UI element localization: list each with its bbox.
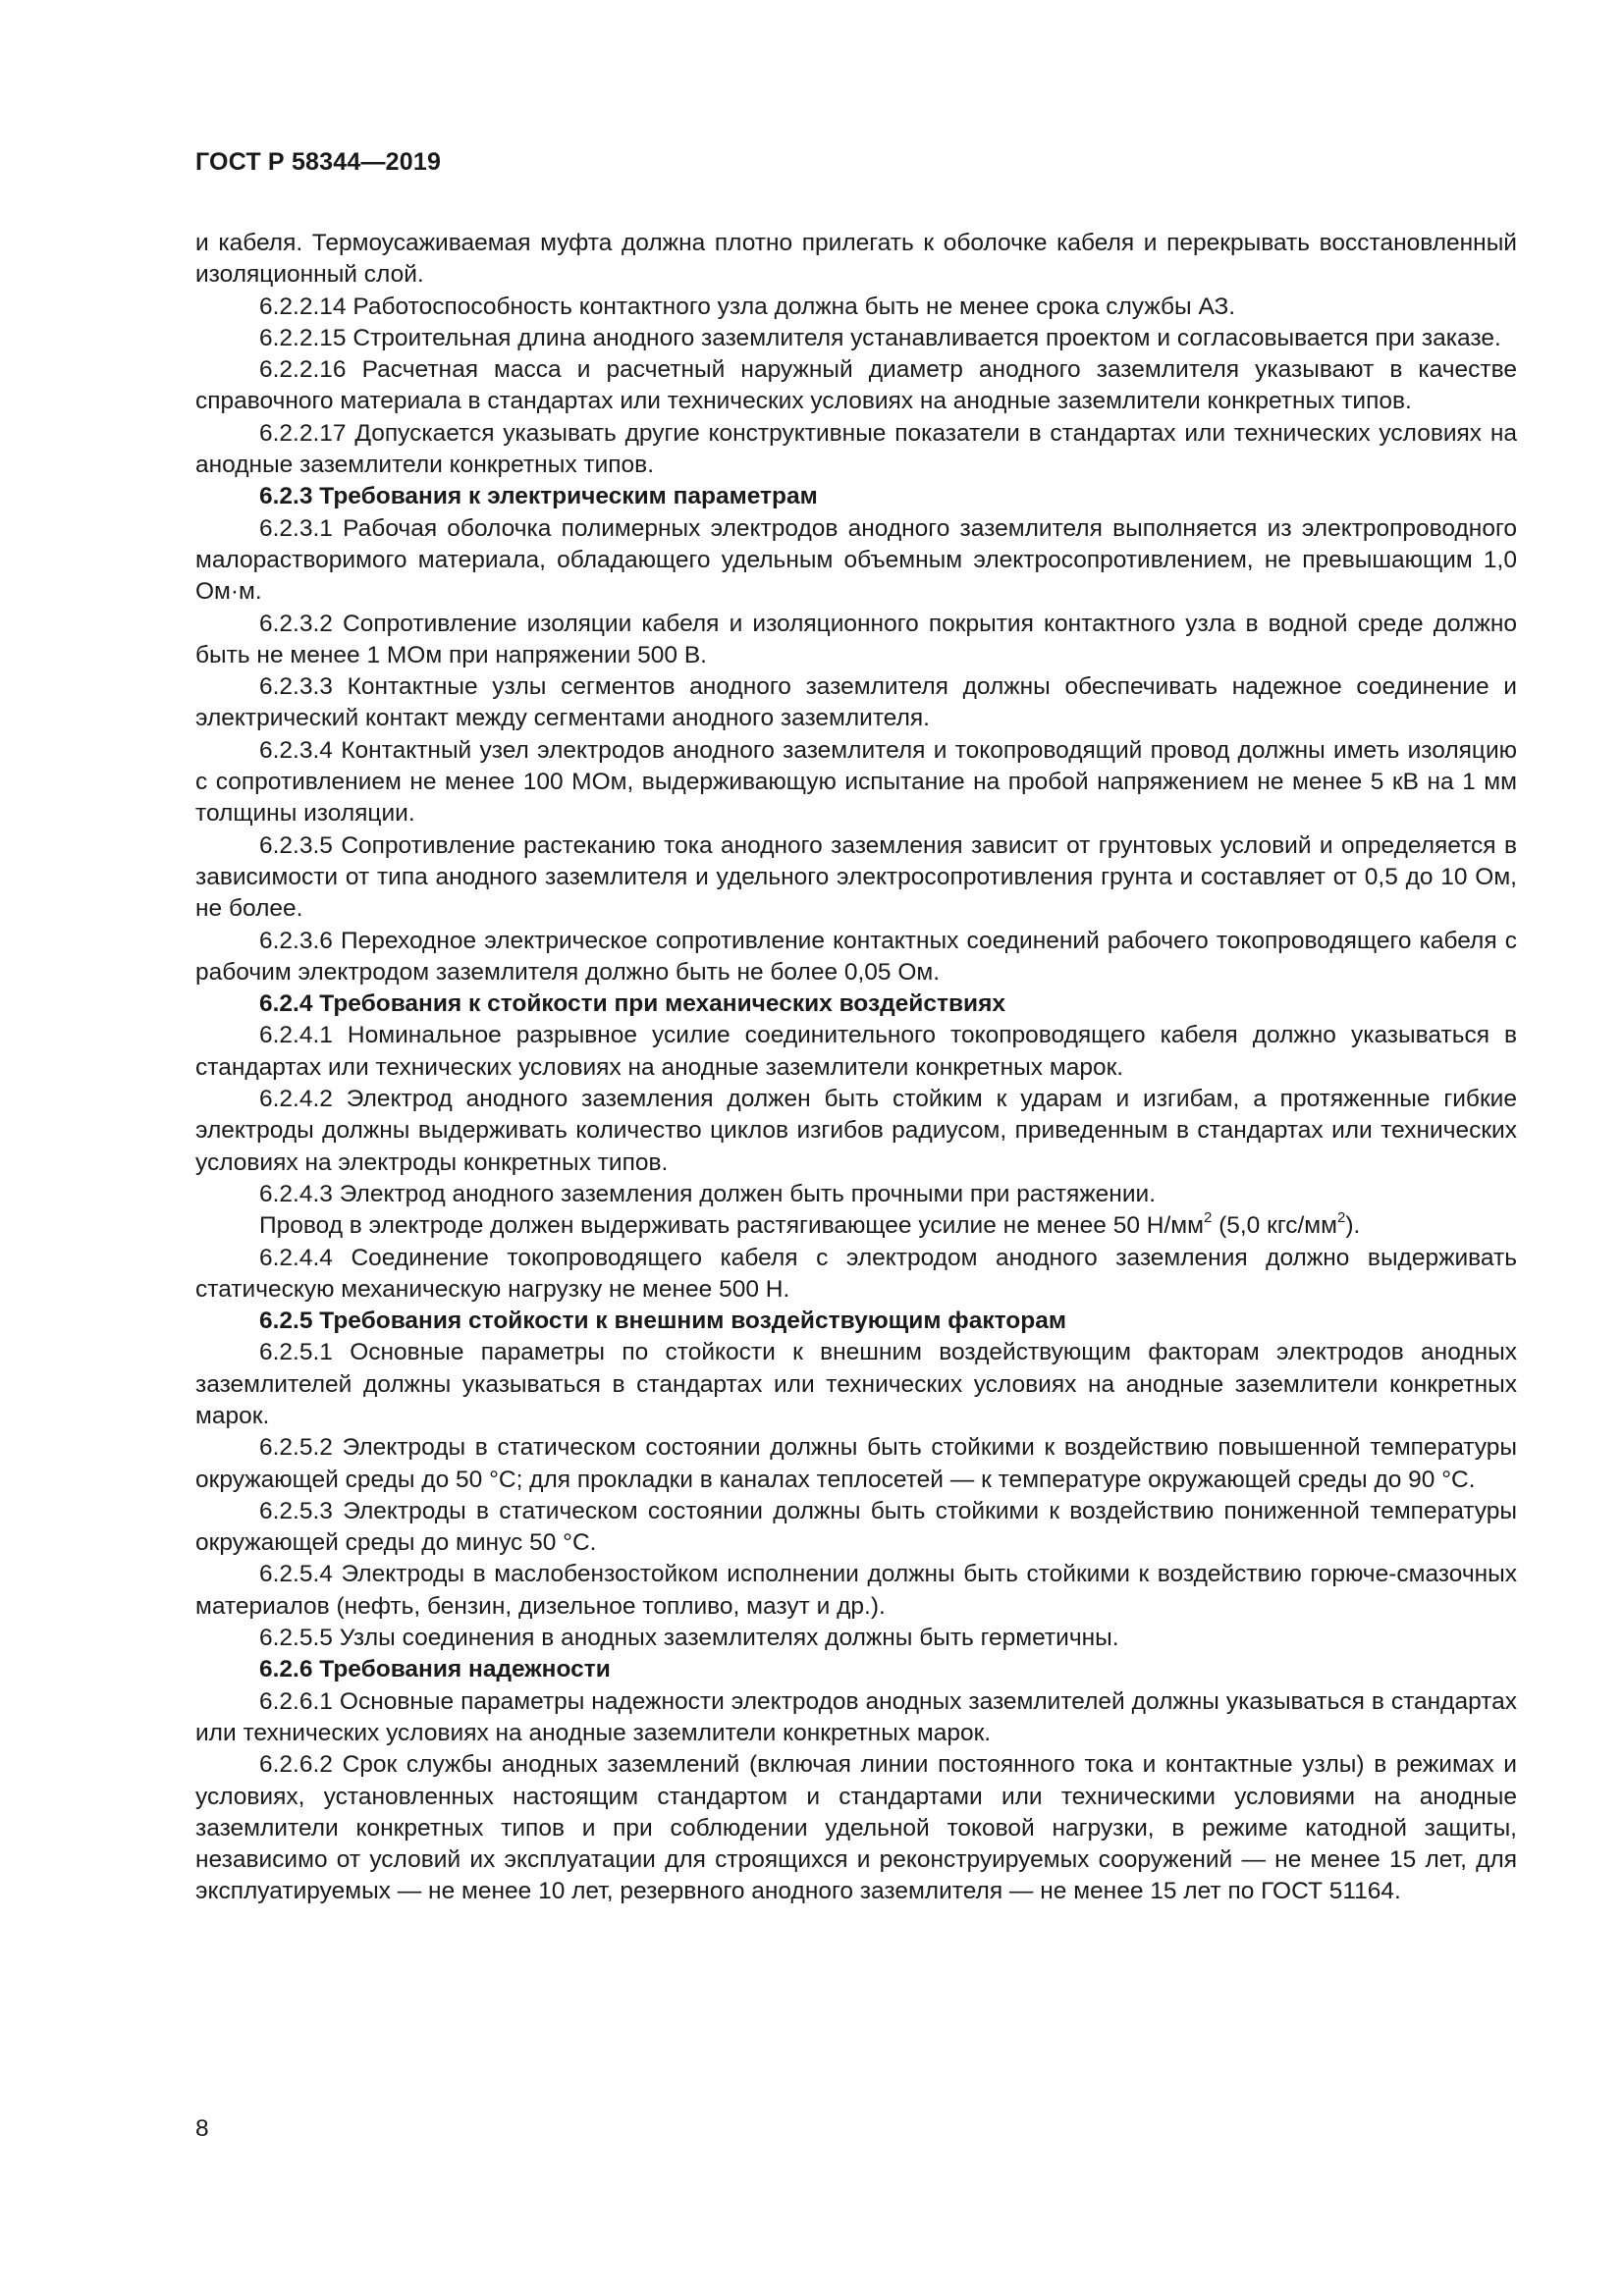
document-header: ГОСТ Р 58344—2019 xyxy=(195,148,442,176)
paragraph-6-2-6-2: 6.2.6.2 Срок службы анодных заземлений (включая линии постоянного тока и контактные узлы) в режимах и условиях, установленных настоящим стандартом и стандартами или техническими условиями на анодные заземлители конкретных типов и при соблюдении удельной токовой нагрузки, в режиме катодной защиты, независимо от условий их эксплуатации для строящихся и реконструируемых сооружений — не менее 15 лет, для эксплуатируемых — не менее 10 лет, резервного анодного заземлителя — не менее 15 лет по ГОСТ 51164. xyxy=(195,1751,1517,1905)
paragraph-6-2-2-14: 6.2.2.14 Работоспособность контактного узла должна быть не менее срока службы АЗ. xyxy=(259,293,1236,320)
paragraph-6-2-4-2: 6.2.4.2 Электрод анодного заземления должен быть стойким к ударам и изгибам, а протяженные гибкие электроды должны выдерживать количество циклов изгибов радиусом, приведенным в стандартах или технических условиях на электроды конкретных типов. xyxy=(195,1086,1517,1176)
paragraph-6-2-3-2: 6.2.3.2 Сопротивление изоляции кабеля и изоляционного покрытия контактного узла в водной среде должно быть не менее 1 МОм при напряжении 500 В. xyxy=(195,610,1517,668)
superscript-2: 2 xyxy=(1203,1209,1213,1227)
paragraph-6-2-3-4: 6.2.3.4 Контактный узел электродов анодного заземлителя и токопроводящий провод должны иметь изоляцию с сопротивлением не менее 100 МОм, выдерживающую испытание на пробой напряжением не менее 5 кВ на 1 мм толщины изоляции. xyxy=(195,736,1517,828)
paragraph-6-2-2-16: 6.2.2.16 Расчетная масса и расчетный наружный диаметр анодного заземлителя указывают в качестве справочного материала в стандартах или технических условиях на анодные заземлители конкретных типов. xyxy=(195,356,1517,415)
paragraph-6-2-3-5: 6.2.3.5 Сопротивление растеканию тока анодного заземления зависит от грунтовых условий и определяется в зависимости от типа анодного заземлителя и удельного электросопротивления грунта и составляет от 0,5 до 10 Ом, не более. xyxy=(195,831,1517,923)
section-heading-6-2-3: 6.2.3 Требования к электрическим параметрам xyxy=(259,483,818,510)
wire-text-a: Провод в электроде должен выдерживать растягивающее усилие не менее 50 Н/мм xyxy=(259,1212,1204,1240)
paragraph-6-2-5-4: 6.2.5.4 Электроды в маслобензостойком исполнении должны быть стойкими к воздействию горюче-смазочных материалов (нефть, бензин, дизельное топливо, мазут и др.). xyxy=(195,1561,1517,1620)
paragraph-continuation: и кабеля. Термоусаживаемая муфта должна плотно прилегать к оболочке кабеля и перекрывать восстановленный изоляционный слой. xyxy=(195,230,1517,289)
paragraph-6-2-3-6: 6.2.3.6 Переходное электрическое сопротивление контактных соединений рабочего токопроводящего кабеля с рабочим электродом заземлителя должно быть не более 0,05 Ом. xyxy=(195,927,1517,986)
paragraph-wire-tensile xyxy=(195,1210,1517,1242)
paragraph-6-2-5-1: 6.2.5.1 Основные параметры по стойкости к внешним воздействующим факторам электродов анодных заземлителей должны указываться в стандартах или технических условиях на анодные заземлители конкретных марок. xyxy=(195,1339,1517,1429)
paragraph-6-2-2-15: 6.2.2.15 Строительная длина анодного заземлителя устанавливается проектом и согласовывается при заказе. xyxy=(259,324,1501,351)
paragraph-6-2-2-17: 6.2.2.17 Допускается указывать другие конструктивные показатели в стандартах или технических условиях на анодные заземлители конкретных типов. xyxy=(195,419,1517,479)
superscript-2: 2 xyxy=(1336,1209,1346,1227)
paragraph-6-2-3-3: 6.2.3.3 Контактные узлы сегментов анодного заземлителя должны обеспечивать надежное соединение и электрический контакт между сегментами анодного заземлителя. xyxy=(195,673,1517,732)
section-heading-6-2-6: 6.2.6 Требования надежности xyxy=(259,1656,611,1683)
paragraph-6-2-6-1: 6.2.6.1 Основные параметры надежности электродов анодных заземлителей должны указываться в стандартах или технических условиях на анодные заземлители конкретных марок. xyxy=(195,1687,1517,1746)
paragraph-6-2-4-1: 6.2.4.1 Номинальное разрывное усилие соединительного токопроводящего кабеля должно указываться в стандартах или технических условиях на анодные заземлители конкретных марок. xyxy=(195,1022,1517,1081)
paragraph-6-2-4-4: 6.2.4.4 Соединение токопроводящего кабеля с электродом анодного заземления должно выдерживать статическую механическую нагрузку не менее 500 Н. xyxy=(195,1244,1517,1303)
section-heading-6-2-4: 6.2.4 Требования к стойкости при механических воздействиях xyxy=(259,990,1006,1018)
paragraph-6-2-5-3: 6.2.5.3 Электроды в статическом состоянии должны быть стойкими к воздействию пониженной температуры окружающей среды до минус 50 °С. xyxy=(195,1497,1517,1557)
wire-text-b: (5,0 кгс/мм xyxy=(1212,1212,1337,1240)
page-number: 8 xyxy=(195,2115,209,2142)
document-body xyxy=(195,228,1517,1908)
paragraph-6-2-5-5: 6.2.5.5 Узлы соединения в анодных заземлителях должны быть герметичны. xyxy=(259,1625,1119,1652)
section-heading-6-2-5: 6.2.5 Требования стойкости к внешним воздействующим факторам xyxy=(259,1308,1066,1335)
wire-text-c: ). xyxy=(1345,1212,1361,1240)
paragraph-6-2-5-2: 6.2.5.2 Электроды в статическом состоянии должны быть стойкими к воздействию повышенной температуры окружающей среды до 50 °С; для прокладки в каналах теплосетей — к температуре окружающей среды до 90 °С. xyxy=(195,1434,1517,1493)
paragraph-6-2-4-3: 6.2.4.3 Электрод анодного заземления должен быть прочными при растяжении. xyxy=(259,1180,1157,1207)
paragraph-6-2-3-1: 6.2.3.1 Рабочая оболочка полимерных электродов анодного заземлителя выполняется из электропроводного малорастворимого материала, обладающего удельным объемным электросопротивлением, не превышающим 1,0 Ом·м. xyxy=(195,514,1517,606)
